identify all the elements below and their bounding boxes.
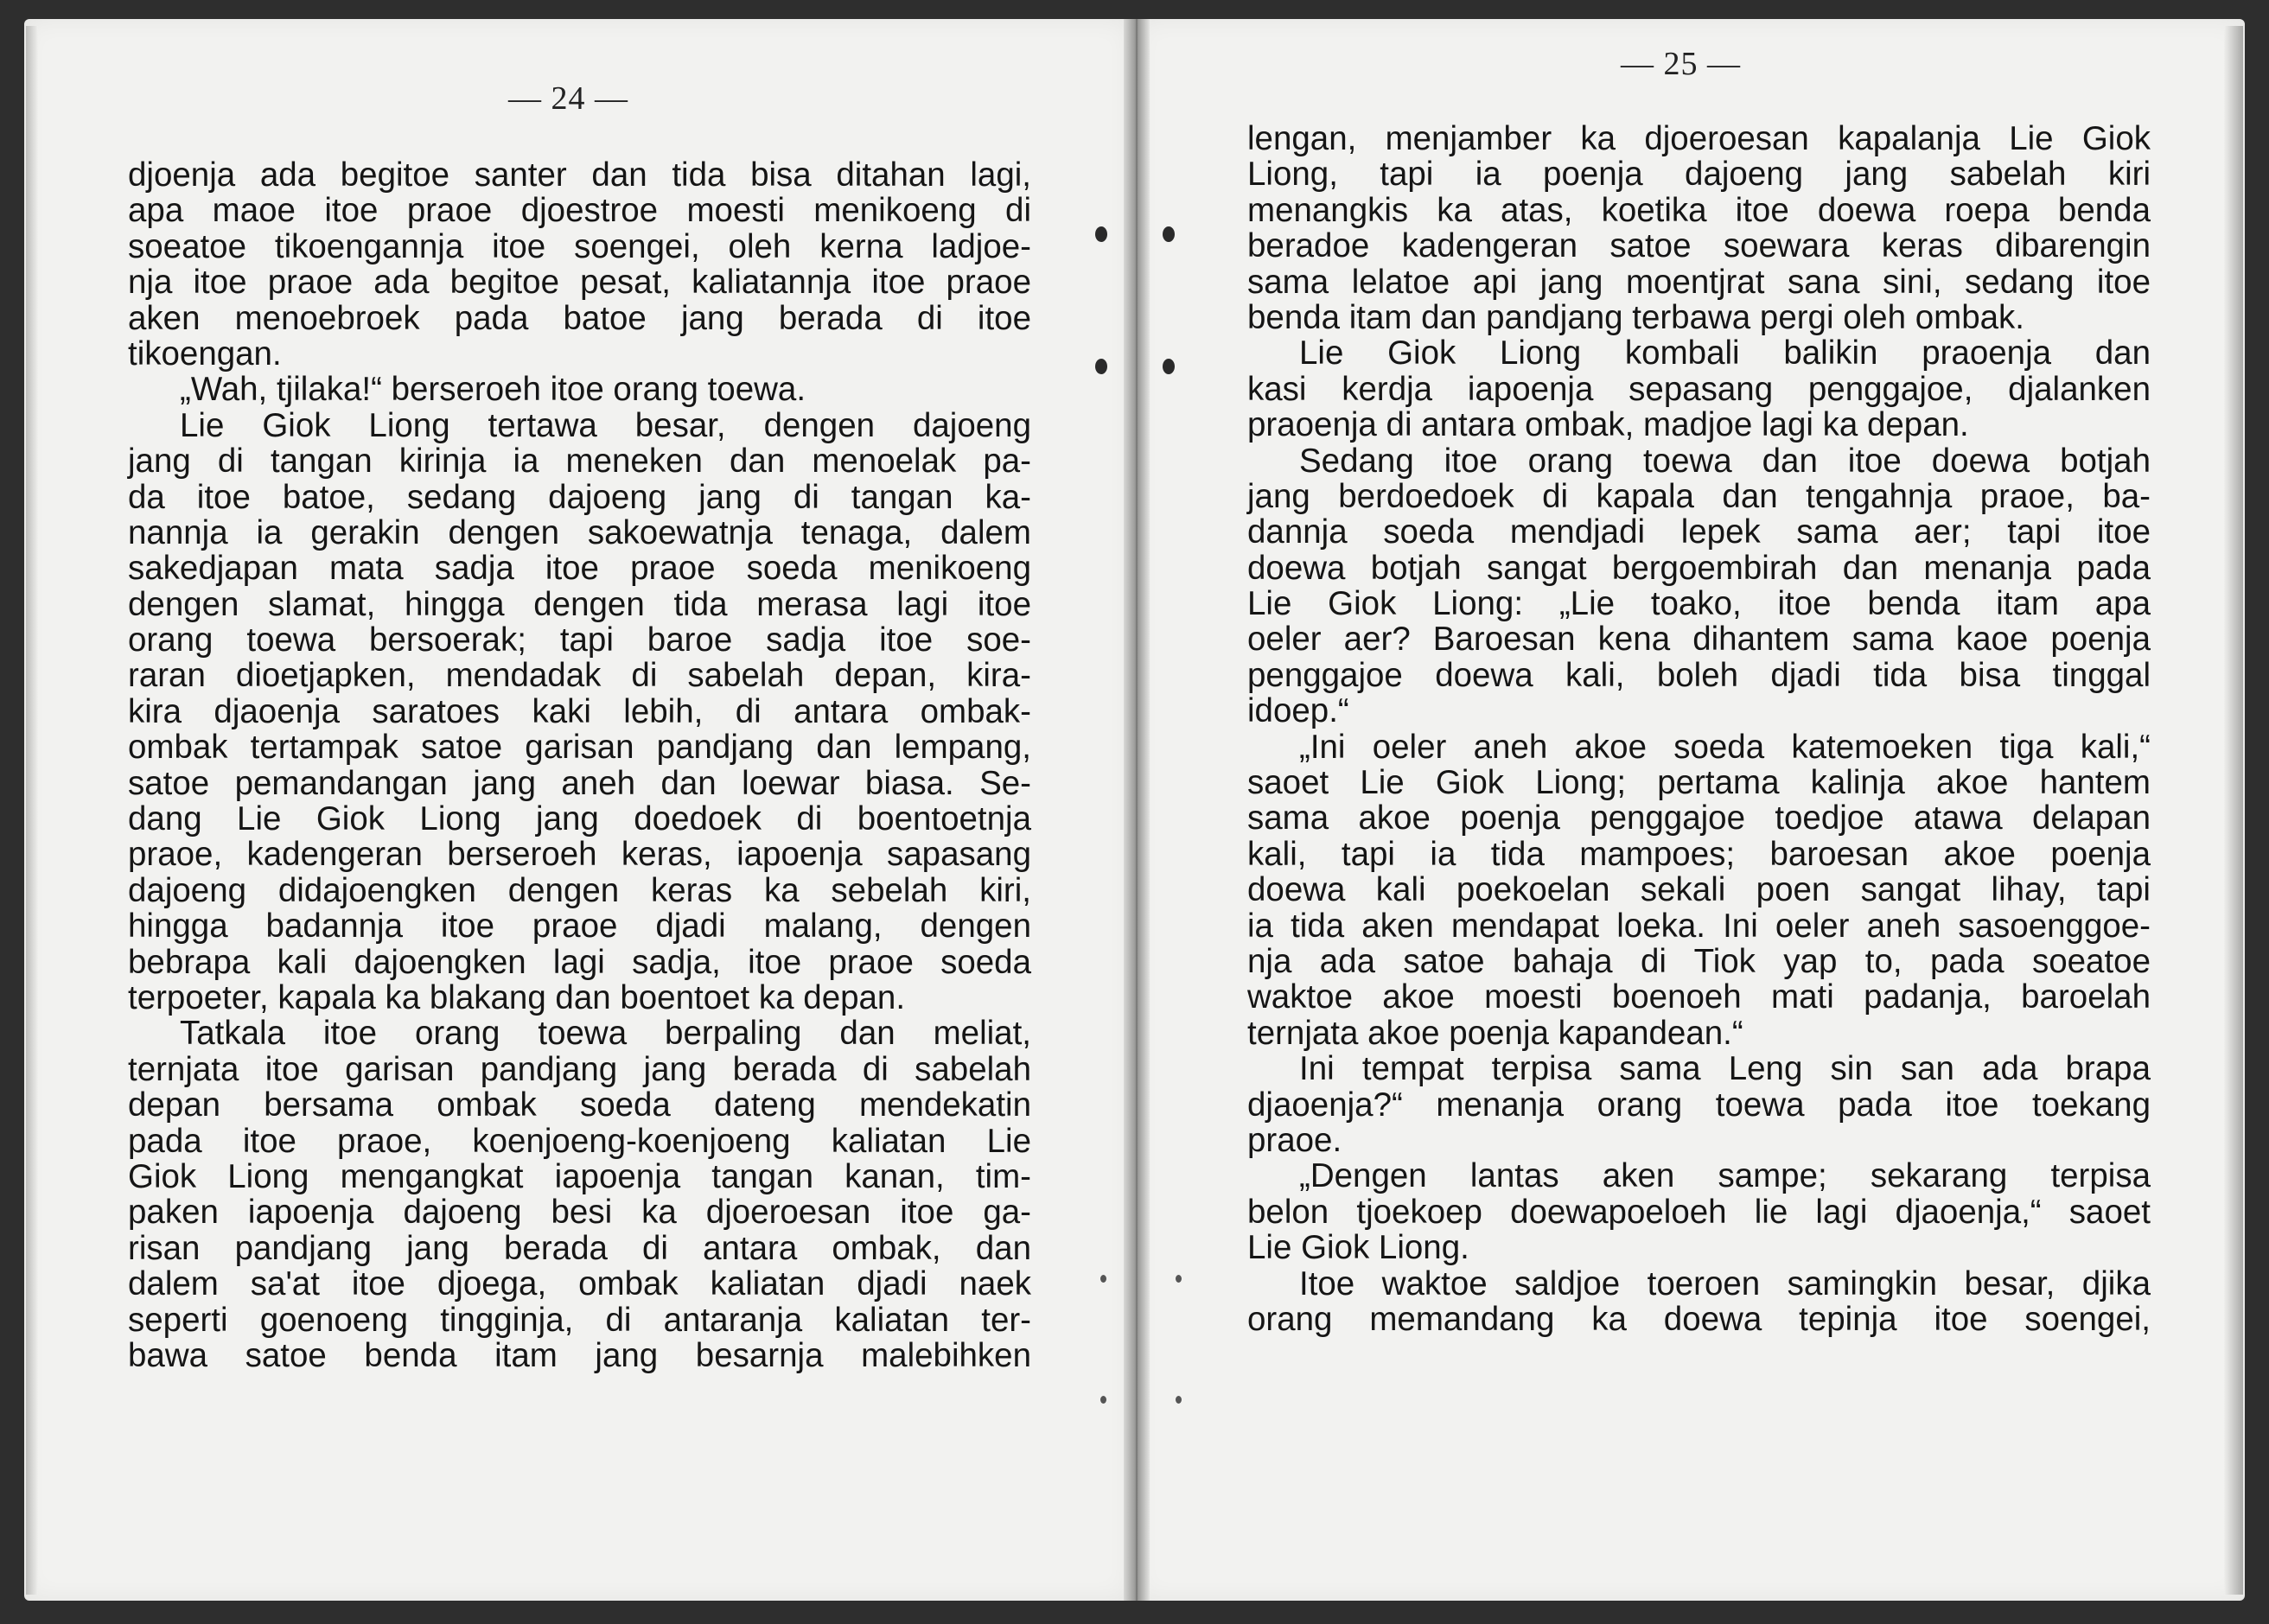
- text-line: „Dengen lantas aken sampe; sekarang terpisa: [1299, 1157, 2151, 1195]
- text-line: soeatoe tikoengannja itoe soengei, oleh kerna ladjoe-: [128, 227, 1031, 265]
- text-line: Lie Giok Liong.: [1247, 1229, 1469, 1267]
- text-line: risan pandjang jang berada di antara ombak, dan: [128, 1229, 1031, 1267]
- text-line: paken iapoenja dajoeng besi ka djoeroesan itoe ga-: [128, 1194, 1031, 1232]
- text-line: dannja soeda mendjadi lepek sama aer; tapi itoe: [1247, 513, 2151, 551]
- text-line: sakedjapan mata sadja itoe praoe soeda menikoeng: [128, 550, 1031, 588]
- binding-hole: [1100, 1396, 1106, 1404]
- left-page: [24, 19, 1131, 1601]
- text-line: Giok Liong mengangkat iapoenja tangan kanan, tim-: [128, 1157, 1031, 1195]
- text-line: orang toewa bersoerak; tapi baroe sadja itoe soe-: [128, 621, 1031, 659]
- text-line: kira djaoenja saratoes kaki lebih, di antara ombak-: [128, 692, 1031, 730]
- text-line: beradoe kadengeran satoe soewara keras dibarengin: [1247, 227, 2151, 265]
- text-line: depan bersama ombak soeda dateng mendekatin: [128, 1086, 1031, 1124]
- right-page-text: [1247, 121, 2151, 1337]
- text-line: „Wah, tjilaka!“ berseroeh itoe orang toewa.: [180, 371, 806, 409]
- text-line: seperti goenoeng tingginja, di antaranja kaliatan ter-: [128, 1301, 1031, 1339]
- text-line: ternjata akoe poenja kapandean.“: [1247, 1014, 1743, 1052]
- text-line: aken menoebroek pada batoe jang berada di itoe: [128, 299, 1031, 337]
- left-page-number: — 24 —: [508, 80, 628, 117]
- text-line: Lie Giok Liong: „Lie toako, itoe benda itam apa: [1247, 585, 2151, 623]
- binding-hole: [1163, 226, 1175, 242]
- text-line: „Ini oeler aneh akoe soeda katemoeken tiga kali,“: [1299, 728, 2151, 766]
- binding-hole: [1176, 1396, 1182, 1404]
- text-line: praoe.: [1247, 1121, 1342, 1159]
- text-line: penggajoe doewa kali, boleh djadi tida bisa tinggal: [1247, 656, 2151, 694]
- text-line: pada itoe praoe, koenjoeng-koenjoeng kaliatan Lie: [128, 1122, 1031, 1160]
- binding-hole: [1163, 359, 1175, 374]
- text-line: dalem sa'at itoe djoega, ombak kaliatan djadi naek: [128, 1265, 1031, 1303]
- text-line: djoenja ada begitoe santer dan tida bisa ditahan lagi,: [128, 156, 1031, 194]
- text-line: sama lelatoe api jang moentjrat sana sini, sedang itoe: [1247, 263, 2151, 301]
- text-line: benda itam dan pandjang terbawa pergi oleh ombak.: [1247, 298, 2024, 336]
- left-page-edge: [26, 26, 38, 1595]
- text-line: nannja ia gerakin dengen sakoewatnja tenaga, dalem: [128, 513, 1031, 551]
- text-line: praoenja di antara ombak, madjoe lagi ka depan.: [1247, 406, 1969, 444]
- text-line: orang memandang ka doewa tepinja itoe soengei,: [1247, 1300, 2151, 1338]
- text-line: tikoengan.: [128, 334, 282, 373]
- text-line: dengen slamat, hingga dengen tida merasa lagi itoe: [128, 585, 1031, 623]
- text-line: sama akoe poenja penggajoe toedjoe atawa delapan: [1247, 799, 2151, 837]
- text-line: kali, tapi ia tida mampoes; baroesan akoe poenja: [1247, 835, 2151, 873]
- right-page-edge: [2224, 26, 2243, 1595]
- text-line: satoe pemandangan jang aneh dan loewar biasa. Se-: [128, 764, 1031, 802]
- text-line: doewa kali poekoelan sekali poen sangat lihay, tapi: [1247, 871, 2151, 909]
- text-line: bawa satoe benda itam jang besarnja malebihken: [128, 1336, 1031, 1374]
- text-line: terpoeter, kapala ka blakang dan boentoet ka depan.: [128, 978, 906, 1016]
- text-line: nja ada satoe bahaja di Tiok yap to, pada soeatoe: [1247, 942, 2151, 980]
- text-line: dajoeng didajoengken dengen keras ka sebelah kiri,: [128, 871, 1031, 909]
- text-line: jang berdoedoek di kapala dan tengahnja praoe, ba-: [1247, 477, 2151, 515]
- left-page-text: [128, 157, 1031, 1373]
- text-line: dang Lie Giok Liong jang doedoek di boentoetnja: [128, 800, 1031, 838]
- text-line: bebrapa kali dajoengken lagi sadja, itoe praoe soeda: [128, 943, 1031, 981]
- text-line: lengan, menjamber ka djoeroesan kapalanja Lie Giok: [1247, 120, 2151, 157]
- text-line: kasi kerdja iapoenja sepasang penggajoe, djalanken: [1247, 370, 2151, 408]
- text-line: idoep.“: [1247, 692, 1349, 730]
- text-line: ombak tertampak satoe garisan pandjang dan lempang,: [128, 729, 1031, 767]
- text-line: raran dioetjapken, mendadak di sabelah depan, kira-: [128, 657, 1031, 695]
- text-line: Sedang itoe orang toewa dan itoe doewa botjah: [1299, 442, 2151, 480]
- text-line: nja itoe praoe ada begitoe pesat, kaliatannja itoe praoe: [128, 264, 1031, 302]
- text-line: Ini tempat terpisa sama Leng sin san ada brapa: [1299, 1050, 2151, 1088]
- text-line: Lie Giok Liong kombali balikin praoenja dan: [1299, 334, 2151, 373]
- text-line: ia tida aken mendapat loeka. Ini oeler aneh sasoenggoe-: [1247, 907, 2151, 945]
- text-line: ternjata itoe garisan pandjang jang berada di sabelah: [128, 1050, 1031, 1088]
- binding-hole: [1176, 1275, 1182, 1283]
- binding-hole: [1100, 1275, 1106, 1283]
- text-line: jang di tangan kirinja ia meneken dan menoelak pa-: [128, 443, 1031, 481]
- binding-hole: [1095, 359, 1107, 374]
- text-line: djaoenja?“ menanja orang toewa pada itoe toekang: [1247, 1086, 2151, 1124]
- book-gutter: [1124, 19, 1150, 1601]
- text-line: Itoe waktoe saldjoe toeroen samingkin besar, djika: [1299, 1264, 2151, 1302]
- text-line: belon tjoekoep doewapoeloeh lie lagi djaoenja,“ saoet: [1247, 1193, 2151, 1231]
- text-line: Tatkala itoe orang toewa berpaling dan meliat,: [180, 1015, 1031, 1053]
- right-page-number: — 25 —: [1621, 46, 1741, 82]
- text-line: Lie Giok Liong tertawa besar, dengen dajoeng: [180, 406, 1031, 444]
- text-line: waktoe akoe moesti boenoeh mati padanja, baroelah: [1247, 978, 2151, 1016]
- text-line: saoet Lie Giok Liong; pertama kalinja akoe hantem: [1247, 764, 2151, 802]
- text-line: hingga badannja itoe praoe djadi malang, dengen: [128, 908, 1031, 946]
- text-line: oeler aer? Baroesan kena dihantem sama kaoe poenja: [1247, 621, 2151, 659]
- text-line: da itoe batoe, sedang dajoeng jang di tangan ka-: [128, 478, 1031, 516]
- text-line: menangkis ka atas, koetika itoe doewa roepa benda: [1247, 191, 2151, 229]
- text-line: doewa botjah sangat bergoembirah dan menanja pada: [1247, 549, 2151, 587]
- right-page: [1137, 19, 2245, 1601]
- text-line: Liong, tapi ia poenja dajoeng jang sabelah kiri: [1247, 156, 2151, 194]
- binding-hole: [1095, 226, 1107, 242]
- text-line: apa maoe itoe praoe djoestroe moesti menikoeng di: [128, 192, 1031, 230]
- text-line: praoe, kadengeran berseroeh keras, iapoenja sapasang: [128, 836, 1031, 874]
